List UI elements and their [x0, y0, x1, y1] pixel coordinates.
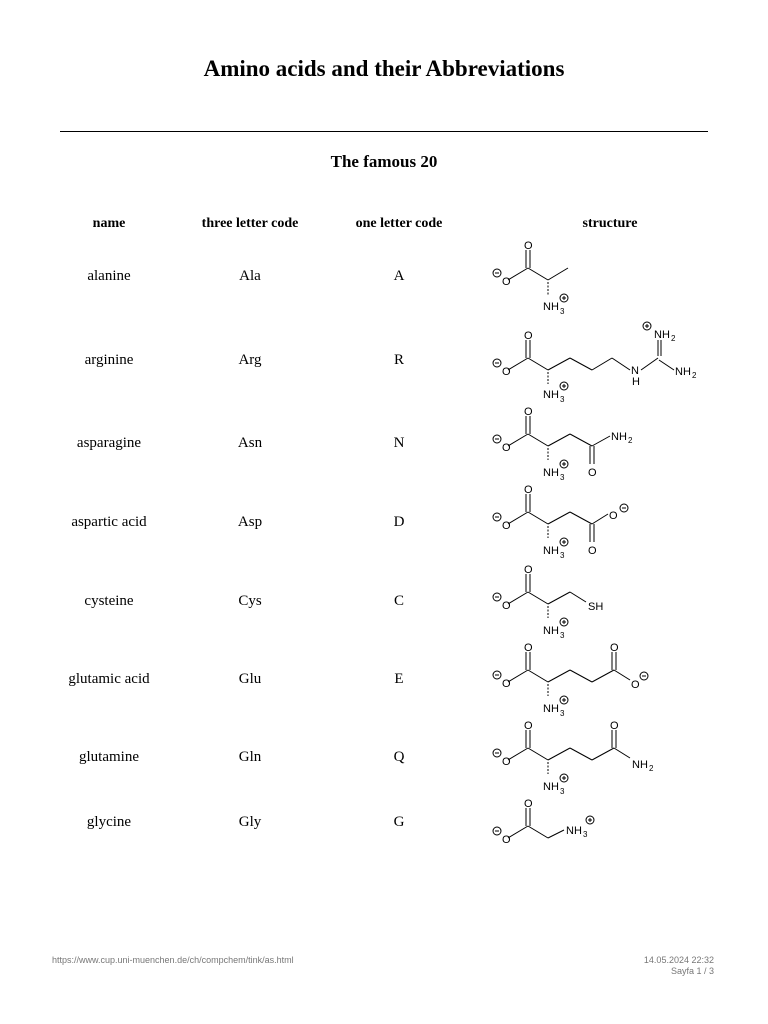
column-header-one-letter: one letter code — [355, 216, 443, 231]
aspartic-acid-structure — [478, 482, 708, 562]
svg-text:3: 3 — [560, 551, 565, 560]
arginine-structure — [478, 318, 718, 408]
row-one-letter: A — [393, 268, 405, 284]
row-name: glycine — [86, 814, 132, 830]
svg-text:O: O — [610, 642, 619, 654]
row-name: glutamine — [79, 749, 139, 765]
svg-text:O: O — [502, 276, 511, 288]
svg-text:3: 3 — [560, 709, 565, 718]
svg-text:O: O — [524, 240, 533, 252]
svg-text:O: O — [524, 330, 533, 342]
row-name: arginine — [84, 352, 134, 368]
row-name: aspartic acid — [71, 514, 147, 530]
footer-page-number: Sayfa 1 / 3 — [670, 966, 714, 976]
row-name: cysteine — [84, 593, 134, 609]
column-header-three-letter: three letter code — [201, 216, 299, 231]
svg-text:SH: SH — [588, 601, 604, 613]
row-three-letter: Asp — [237, 514, 263, 530]
svg-text:O: O — [502, 834, 511, 846]
svg-text:3: 3 — [560, 631, 565, 640]
svg-text:O: O — [502, 442, 511, 454]
svg-text:3: 3 — [560, 473, 565, 482]
svg-text:O: O — [524, 642, 533, 654]
row-one-letter: E — [394, 671, 404, 687]
row-one-letter: D — [393, 514, 405, 530]
svg-text:O: O — [502, 366, 511, 378]
svg-text:NH: NH — [543, 389, 559, 401]
svg-text:O: O — [524, 564, 533, 576]
svg-text:O: O — [524, 484, 533, 496]
svg-text:3: 3 — [560, 307, 565, 316]
glycine-structure — [478, 796, 708, 856]
row-three-letter: Gln — [238, 749, 262, 765]
footer-url: https://www.cup.uni-muenchen.de/ch/compchem/tink/as.html — [52, 955, 294, 965]
row-name: glutamic acid — [68, 671, 150, 687]
svg-text:3: 3 — [560, 395, 565, 404]
row-name: alanine — [87, 268, 131, 284]
svg-text:2: 2 — [671, 334, 676, 343]
row-one-letter: Q — [393, 749, 405, 765]
svg-text:O: O — [502, 600, 511, 612]
svg-text:O: O — [502, 678, 511, 690]
svg-text:O: O — [631, 679, 640, 691]
row-one-letter: N — [393, 435, 405, 451]
svg-text:2: 2 — [649, 764, 654, 773]
row-three-letter: Glu — [238, 671, 262, 687]
row-one-letter: R — [393, 352, 404, 368]
svg-text:3: 3 — [583, 830, 588, 839]
svg-text:O: O — [502, 756, 511, 768]
svg-text:H: H — [632, 376, 640, 388]
svg-text:2: 2 — [692, 371, 697, 380]
column-header-structure: structure — [582, 216, 638, 231]
alanine-structure — [478, 238, 708, 318]
section-title: The famous 20 — [330, 152, 438, 171]
row-one-letter: G — [393, 814, 405, 830]
row-three-letter: Asn — [237, 435, 263, 451]
svg-text:NH: NH — [632, 759, 648, 771]
svg-text:NH: NH — [611, 431, 627, 443]
svg-text:O: O — [524, 406, 533, 418]
asparagine-structure — [478, 404, 708, 484]
svg-text:NH: NH — [543, 301, 559, 313]
divider — [60, 131, 708, 132]
svg-text:O: O — [610, 720, 619, 732]
svg-text:NH: NH — [675, 366, 691, 378]
row-three-letter: Ala — [239, 268, 261, 284]
svg-text:NH: NH — [543, 625, 559, 637]
row-one-letter: C — [393, 593, 404, 609]
row-three-letter: Cys — [238, 593, 262, 609]
row-three-letter: Gly — [238, 814, 262, 830]
svg-text:NH: NH — [566, 825, 582, 837]
svg-text:O: O — [588, 467, 597, 479]
svg-text:2: 2 — [628, 436, 633, 445]
glutamic-acid-structure — [478, 640, 708, 720]
svg-text:NH: NH — [543, 467, 559, 479]
svg-text:3: 3 — [560, 787, 565, 796]
glutamine-structure — [478, 718, 708, 798]
svg-text:O: O — [524, 798, 533, 810]
svg-text:NH: NH — [543, 545, 559, 557]
svg-text:NH: NH — [543, 781, 559, 793]
svg-text:O: O — [609, 510, 618, 522]
row-name: asparagine — [76, 435, 142, 451]
footer-datetime: 14.05.2024 22:32 — [643, 955, 714, 965]
svg-text:O: O — [524, 720, 533, 732]
column-header-name: name — [92, 216, 126, 231]
svg-text:O: O — [502, 520, 511, 532]
svg-text:O: O — [588, 545, 597, 557]
cysteine-structure — [478, 562, 708, 642]
svg-text:NH: NH — [654, 329, 670, 341]
page-title: Amino acids and their Abbreviations — [203, 56, 565, 81]
svg-text:N: N — [631, 365, 639, 377]
svg-text:NH: NH — [543, 703, 559, 715]
row-three-letter: Arg — [238, 352, 262, 368]
